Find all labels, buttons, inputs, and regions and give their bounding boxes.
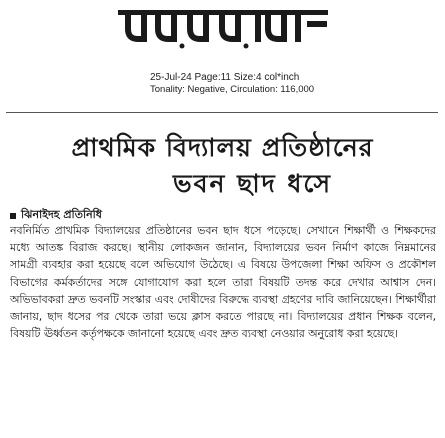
masthead-logo-graphic [118, 4, 328, 50]
divider-top [6, 112, 438, 113]
newspaper-masthead-logo [118, 4, 328, 50]
clipping-tonality-circulation: Tonality: Negative, Circulation: 116,000 [150, 84, 315, 95]
clipping-date-page-size: 25-Jul-24 Page:11 Size:4 col*inch [150, 72, 300, 83]
article-paragraph: নবনির্মিত প্রাথমিক বিদ্যালয়ের প্রতিষ্ঠানের ভবন ছাদ ধসে পড়েছে। সেখানে শিক্ষার্থী ও শিক্ষকদের মধ্যে আতঙ্ক বিরাজ করছে। স্থানীয় লোকজন জানান, বিদ্যালয়ের ভবন নির্মাণ কাজে নিম্নমানের সামগ্রী ব্যবহার করা হয়েছে বলে অভিযোগ উঠেছে। এ বিষয়ে উপজেলা শিক্ষা অফিস ও প্রকৌশল বিভাগের কর্মকর্তাদের সঙ্গে যোগাযোগ করা হলে তারা বিষয়টি তদন্ত করে দেখার আশ্বাস দেন। অভিভাবকরা দ্রুত ভবনটি সংস্কার এবং দোষীদের বিরুদ্ধে ব্যবস্থা গ্রহণের দাবি জানিয়েছেন। শিক্ষার্থীরা জানায়, ছাদ ধসের পর থেকে তারা ভয়ে ক্লাস করতে পারছে না। বিদ্যালয়ের প্রধান শিক্ষক বলেন, বিষয়টি ঊর্ধ্বতন কর্তৃপক্ষকে জানানো হয়েছে এবং দ্রুত ব্যবস্থা নেওয়ার অনুরোধ করা হয়েছে। [10, 224, 436, 341]
headline-line-1: প্রাথমিক বিদ্যালয় প্রতিষ্ঠানের [71, 133, 374, 162]
byline-bullet-icon [10, 213, 16, 219]
byline-text: ঝিনাইদহ প্রতিনিধি [21, 208, 102, 221]
article-body [10, 222, 436, 434]
headline-line-2: ভবন ছাদ ধসে [173, 169, 332, 198]
clipping-metadata [150, 72, 350, 96]
